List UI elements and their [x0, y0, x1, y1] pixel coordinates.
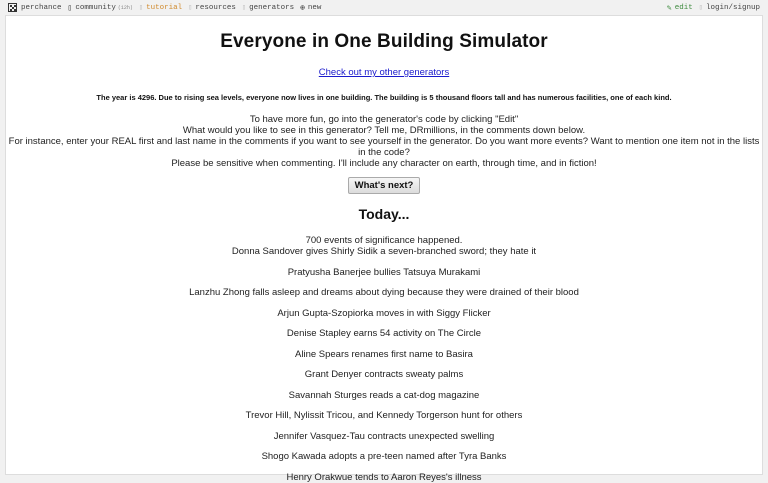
user-icon: ▯	[698, 4, 703, 12]
top-nav-right	[667, 3, 760, 13]
nav-generators-label: generators	[249, 3, 295, 12]
nav-perchance-label: perchance	[21, 3, 62, 12]
event-item: Pratyusha Banerjee bullies Tatsuya Murakami	[287, 266, 481, 278]
list-icon: ▯	[241, 4, 247, 12]
book-icon: ▯	[138, 4, 144, 12]
section-heading: Today...	[358, 206, 410, 222]
nav-edit[interactable]	[667, 3, 693, 13]
nav-edit-label: edit	[674, 3, 693, 12]
nav-tutorial-label: tutorial	[146, 3, 183, 12]
info-line: To have more fun, go into the generator's code by clicking "Edit"	[249, 114, 519, 125]
event-item: Savannah Sturges reads a cat-dog magazine	[288, 389, 480, 401]
info-line: Please be sensitive when commenting. I'll include any character on earth, through time, and in fiction!	[171, 158, 597, 169]
chat-icon: ▯	[67, 3, 73, 13]
event-item: Donna Sandover gives Shirly Sidik a seven-branched sword; they hate it	[231, 246, 537, 257]
info-block	[6, 114, 762, 169]
nav-perchance[interactable]	[8, 3, 62, 12]
info-line: What would you like to see in this generator? Tell me, DRmillions, in the comments down below.	[182, 125, 586, 136]
intro-text: The year is 4296. Due to rising sea levels, everyone now lives in one building. The building is 5 thousand floors tall and has numerous facilities, one of each kind.	[96, 93, 672, 102]
nav-new[interactable]	[300, 3, 321, 13]
event-item: Shogo Kawada adopts a pre-teen named after Tyra Banks	[261, 451, 507, 462]
nav-tutorial[interactable]	[139, 3, 182, 12]
event-item: Henry Orakwue tends to Aaron Reyes's illness	[286, 471, 482, 483]
nav-new-label: new	[307, 3, 322, 12]
page-title: Everyone in One Building Simulator	[220, 31, 548, 52]
events-list	[6, 235, 762, 483]
community-badge: (12h)	[117, 4, 133, 11]
event-item: Denise Stapley earns 54 activity on The Circle	[286, 328, 482, 339]
nav-resources[interactable]	[188, 3, 236, 12]
event-item: Jennifer Vasquez-Tau contracts unexpected swelling	[273, 430, 495, 442]
info-line: For instance, enter your REAL first and last name in the comments if you want to see yourself in the generator. Do you want more events? Want to mention one item not in the lists in the code?	[8, 136, 760, 158]
nav-community-label: community	[75, 3, 116, 12]
events-summary: 700 events of significance happened.	[305, 235, 463, 246]
top-nav-bar	[0, 0, 768, 15]
folder-icon: ▯	[188, 4, 193, 12]
other-generators-link[interactable]: Check out my other generators	[318, 67, 450, 78]
dice-icon	[8, 3, 17, 12]
plus-circle-icon: ⊕	[300, 3, 305, 13]
whats-next-button[interactable]: What's next?	[348, 177, 421, 194]
top-nav-left	[8, 3, 327, 13]
nav-login[interactable]	[699, 3, 760, 12]
event-item: Aline Spears renames first name to Basira	[295, 348, 473, 360]
nav-login-label: login/signup	[705, 3, 760, 12]
event-item: Trevor Hill, Nylissit Tricou, and Kennedy Torgerson hunt for others	[245, 410, 523, 421]
pencil-icon: ✎	[666, 3, 672, 13]
event-item: Lanzhu Zhong falls asleep and dreams about dying because they were drained of their blood	[189, 287, 579, 298]
nav-generators[interactable]	[242, 3, 294, 12]
nav-community[interactable]	[68, 3, 133, 13]
nav-resources-label: resources	[195, 3, 236, 12]
generator-output-panel	[5, 15, 763, 483]
event-item: Arjun Gupta-Szopiorka moves in with Siggy Flicker	[277, 307, 491, 319]
event-item: Grant Denyer contracts sweaty palms	[304, 369, 464, 380]
